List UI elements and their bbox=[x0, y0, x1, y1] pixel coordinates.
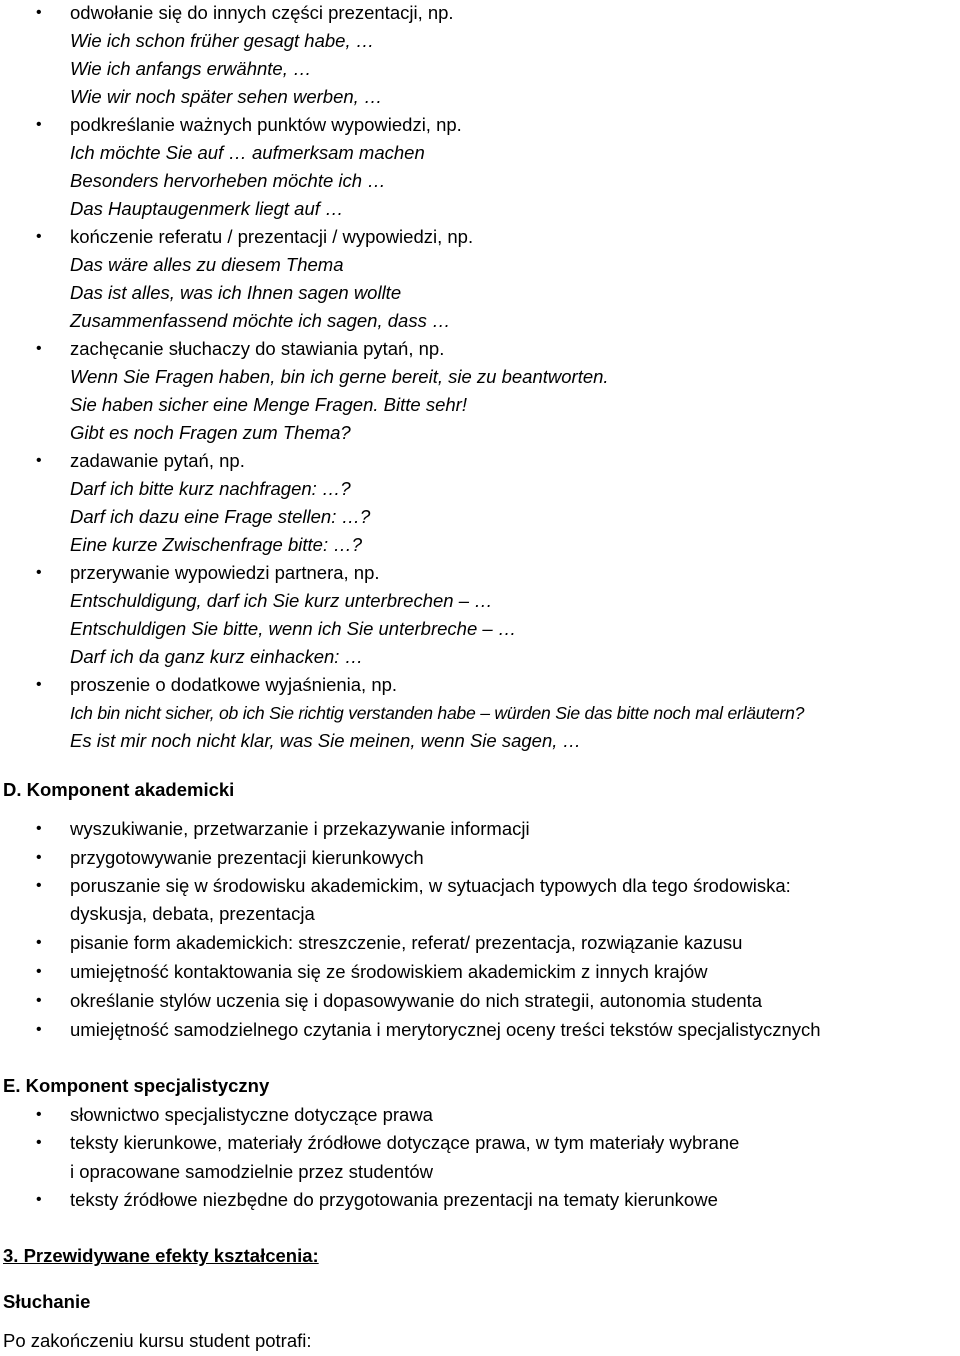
section-heading: D. Komponent akademicki bbox=[3, 779, 235, 800]
example-phrase: Wie ich schon früher gesagt habe, … bbox=[70, 30, 375, 51]
example-phrase: Wie wir noch später sehen werben, … bbox=[70, 86, 383, 107]
list-item-text: proszenie o dodatkowe wyjaśnienia, np. bbox=[70, 674, 398, 695]
list-item-text: umiejętność samodzielnego czytania i merytorycznej oceny treści tekstów specjalistycznych bbox=[70, 1019, 821, 1040]
example-phrase: Entschuldigen Sie bitte, wenn ich Sie unterbreche – … bbox=[70, 618, 517, 639]
example-phrase: Gibt es noch Fragen zum Thema? bbox=[70, 422, 351, 443]
example-phrase: Entschuldigung, darf ich Sie kurz unterbrechen – … bbox=[70, 590, 493, 611]
paragraph: Po zakończeniu kursu student potrafi: bbox=[3, 1330, 312, 1351]
list-item-text: przygotowywanie prezentacji kierunkowych bbox=[70, 847, 424, 868]
bullet-icon: • bbox=[36, 452, 42, 469]
example-phrase: Sie haben sicher eine Menge Fragen. Bitte sehr! bbox=[70, 394, 467, 415]
example-phrase: Das ist alles, was ich Ihnen sagen wollte bbox=[70, 282, 402, 303]
section-heading: E. Komponent specjalistyczny bbox=[3, 1075, 270, 1096]
bullet-icon: • bbox=[36, 116, 42, 133]
list-item-text: podkreślanie ważnych punktów wypowiedzi, np. bbox=[70, 114, 462, 135]
bullet-icon: • bbox=[36, 1106, 42, 1123]
example-phrase: Ich bin nicht sicher, ob ich Sie richtig verstanden habe – würden Sie das bitte noch mal erläutern? bbox=[70, 703, 805, 723]
list-item-continuation: dyskusja, debata, prezentacja bbox=[70, 903, 315, 924]
example-phrase: Zusammenfassend möchte ich sagen, dass … bbox=[70, 310, 451, 331]
list-item-text: teksty kierunkowe, materiały źródłowe dotyczące prawa, w tym materiały wybrane bbox=[70, 1132, 740, 1153]
list-item-text: odwołanie się do innych części prezentacji, np. bbox=[70, 2, 454, 23]
list-item-text: słownictwo specjalistyczne dotyczące prawa bbox=[70, 1104, 433, 1125]
bullet-icon: • bbox=[36, 820, 42, 837]
list-item-text: wyszukiwanie, przetwarzanie i przekazywanie informacji bbox=[70, 818, 530, 839]
bullet-icon: • bbox=[36, 4, 42, 21]
section-heading: 3. Przewidywane efekty kształcenia: bbox=[3, 1245, 319, 1266]
example-phrase: Eine kurze Zwischenfrage bitte: …? bbox=[70, 534, 363, 555]
bullet-icon: • bbox=[36, 1191, 42, 1208]
bullet-icon: • bbox=[36, 340, 42, 357]
bullet-icon: • bbox=[36, 676, 42, 693]
bullet-icon: • bbox=[36, 963, 42, 980]
list-item-text: przerywanie wypowiedzi partnera, np. bbox=[70, 562, 380, 583]
list-item-text: zachęcanie słuchaczy do stawiania pytań, np. bbox=[70, 338, 445, 359]
bullet-icon: • bbox=[36, 934, 42, 951]
bullet-icon: • bbox=[36, 1134, 42, 1151]
list-item-text: teksty źródłowe niezbędne do przygotowania prezentacji na tematy kierunkowe bbox=[70, 1189, 718, 1210]
subsection-heading: Słuchanie bbox=[3, 1291, 91, 1312]
example-phrase: Darf ich dazu eine Frage stellen: …? bbox=[70, 506, 371, 527]
list-item-text: zadawanie pytań, np. bbox=[70, 450, 245, 471]
example-phrase: Besonders hervorheben möchte ich … bbox=[70, 170, 386, 191]
bullet-icon: • bbox=[36, 992, 42, 1009]
example-phrase: Wenn Sie Fragen haben, bin ich gerne bereit, sie zu beantworten. bbox=[70, 366, 609, 387]
example-phrase: Es ist mir noch nicht klar, was Sie meinen, wenn Sie sagen, … bbox=[70, 730, 582, 751]
example-phrase: Darf ich da ganz kurz einhacken: … bbox=[70, 646, 364, 667]
list-item-text: określanie stylów uczenia się i dopasowywanie do nich strategii, autonomia studenta bbox=[70, 990, 763, 1011]
list-item-text: poruszanie się w środowisku akademickim, w sytuacjach typowych dla tego środowiska: bbox=[70, 875, 791, 896]
list-item-continuation: i opracowane samodzielnie przez studentów bbox=[70, 1161, 434, 1182]
bullet-icon: • bbox=[36, 849, 42, 866]
list-item-text: kończenie referatu / prezentacji / wypowiedzi, np. bbox=[70, 226, 474, 247]
example-phrase: Wie ich anfangs erwähnte, … bbox=[70, 58, 312, 79]
list-item-text: umiejętność kontaktowania się ze środowiskiem akademickim z innych krajów bbox=[70, 961, 708, 982]
example-phrase: Das Hauptaugenmerk liegt auf … bbox=[70, 198, 344, 219]
bullet-icon: • bbox=[36, 564, 42, 581]
example-phrase: Ich möchte Sie auf … aufmerksam machen bbox=[70, 142, 425, 163]
example-phrase: Das wäre alles zu diesem Thema bbox=[70, 254, 344, 275]
bullet-icon: • bbox=[36, 228, 42, 245]
list-item-text: pisanie form akademickich: streszczenie, referat/ prezentacja, rozwiązanie kazusu bbox=[70, 932, 743, 953]
example-phrase: Darf ich bitte kurz nachfragen: …? bbox=[70, 478, 351, 499]
bullet-icon: • bbox=[36, 877, 42, 894]
bullet-icon: • bbox=[36, 1021, 42, 1038]
